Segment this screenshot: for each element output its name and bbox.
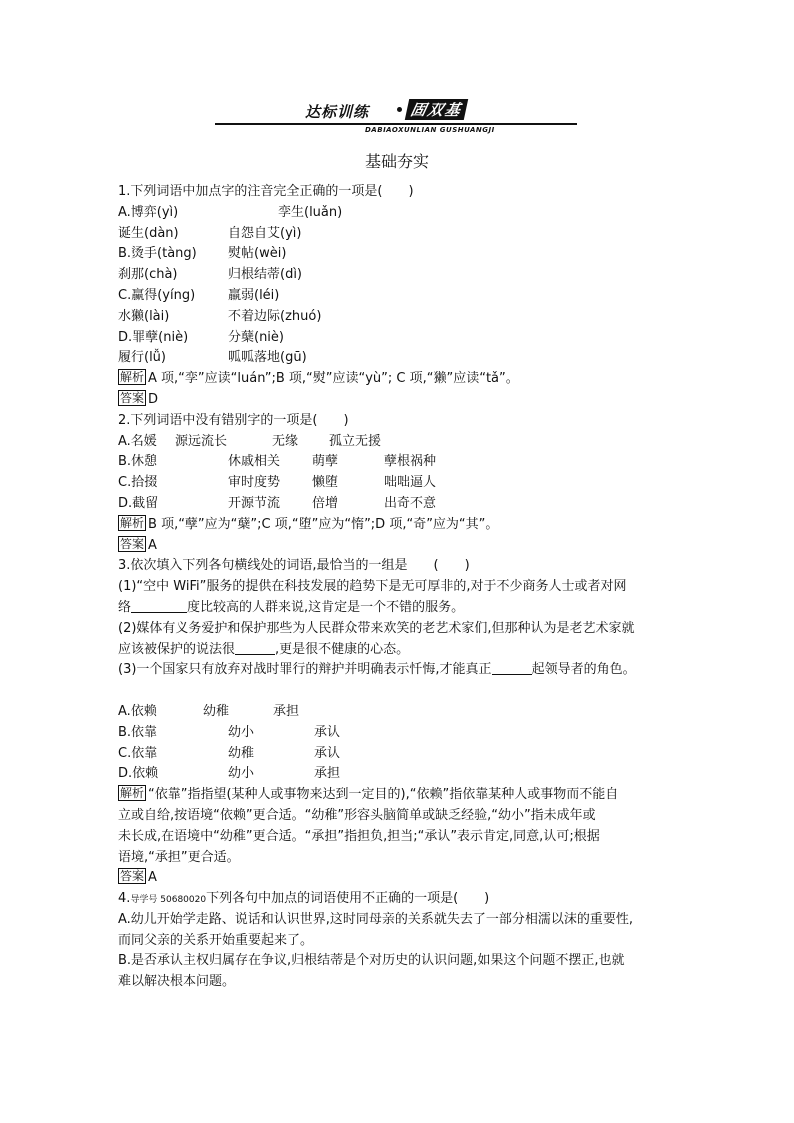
q1-cell: 自怨自艾(yì) <box>228 225 302 241</box>
q3-answer-text: A <box>148 870 157 886</box>
q2-cell: 萌孽 <box>312 454 339 470</box>
q1-cell: 熨帖(wèi) <box>228 246 287 262</box>
q1-option-row <box>118 265 678 286</box>
q1-option-row <box>118 307 678 328</box>
q2-option-row <box>118 473 678 494</box>
q2-cell: 无缘 <box>272 433 299 449</box>
q1-cell: 分蘖(niè) <box>228 329 284 345</box>
q3-analysis-cont: 立或自给,按语境“依赖”更合适。“幼稚”形容头脑简单或缺乏经验,“幼小”指未成年或 <box>118 807 596 823</box>
q3-text: 起领导者的角色。 <box>531 662 636 678</box>
q3-text: 络 <box>118 599 132 615</box>
section-banner <box>215 101 577 137</box>
analysis-tag: 解析 <box>120 515 145 530</box>
q2-cell: 审时度势 <box>228 475 281 491</box>
q2-cell: C.拾掇 <box>118 475 158 491</box>
q2-cell: D.截留 <box>118 495 159 511</box>
q1-cell: A.博弈(yì) <box>118 204 179 220</box>
q3-sentence-3 <box>118 660 678 681</box>
q3-sentence-1-cont <box>118 598 678 619</box>
q3-text: (3)一个国家只有放弃对战时罪行的辩护并明确表示忏悔,才能真正 <box>118 662 492 678</box>
q1-stem: 1.下列词语中加点字的注音完全正确的一项是( ) <box>118 184 414 199</box>
banner-badge: 固双基 <box>405 99 468 120</box>
q2-cell: 懒堕 <box>312 475 339 491</box>
q3-text: 度比较高的人群来说,这肯定是一个不错的服务。 <box>187 599 465 615</box>
q3-analysis <box>118 785 678 806</box>
q3-cell: 幼稚 <box>203 703 230 719</box>
q3-blank-3[interactable] <box>492 660 532 675</box>
q3-cell: 承担 <box>273 703 300 719</box>
q1-cell: D.罪孽(niè) <box>118 329 189 345</box>
q1-cell: 不着边际(zhuó) <box>228 308 322 324</box>
q4-stem-text: 下列各句中加点的词语使用不正确的一项是( ) <box>206 891 490 907</box>
q2-option-row <box>118 494 678 515</box>
q3-cell: C.依靠 <box>118 745 158 761</box>
q1-cell: C.赢得(yíng) <box>118 287 196 303</box>
q1-option-row <box>118 244 678 265</box>
q2-analysis-text: B 项,“孽”应为“蘖”;C 项,“堕”应为“惰”;D 项,“奇”应为“其”。 <box>148 516 499 532</box>
q4-option-b-cont: 难以解决根本问题。 <box>118 974 236 990</box>
section-title: 基础夯实 <box>364 152 429 171</box>
q1-cell: B.烫手(tàng) <box>118 246 197 262</box>
q1-option-row <box>118 224 678 245</box>
q3-sentence-2: (2)媒体有义务爱护和保护那些为人民群众带来欢笑的老艺术家们,但那种认为是老艺术家就 <box>118 620 635 636</box>
q3-option-row <box>118 744 678 765</box>
q3-option-row <box>118 764 678 785</box>
analysis-tag: 解析 <box>120 370 145 385</box>
banner-subtitle: DABIAOXUNLIAN GUSHUANGJI <box>365 126 495 134</box>
q3-analysis-text: “依靠”指指望(某种人或事物来达到一定目的),“依赖”指依靠某种人或事物而不能自 <box>148 787 619 803</box>
q3-cell: 承担 <box>314 766 341 782</box>
q3-cell: 承认 <box>314 745 341 761</box>
q3-spacer <box>118 681 678 702</box>
q3-option-row <box>118 723 678 744</box>
q3-analysis-cont: 未长成,在语境中“幼稚”更合适。“承担”指担负,担当;“承认”表示肯定,同意,认可;根据 <box>118 828 600 844</box>
q1-option-row <box>118 286 678 307</box>
q4-code: 导学号 50680020 <box>130 895 207 906</box>
q3-cell: 幼稚 <box>228 745 255 761</box>
q4-number: 4. <box>118 891 131 907</box>
q1-option-row <box>118 203 678 224</box>
q3-blank-2[interactable] <box>235 640 275 655</box>
q3-cell: D.依赖 <box>118 766 159 782</box>
q2-option-row <box>118 432 678 453</box>
q4-option-a: A.幼儿开始学走路、说话和认识世界,这时同母亲的关系就失去了一部分相濡以沫的重要性, <box>118 911 634 927</box>
q3-sentence-1: (1)“空中 WiFi”服务的提供在科技发展的趋势下是无可厚非的,对于不少商务人士或者对网 <box>118 579 627 595</box>
q3-blank-1[interactable] <box>131 598 187 613</box>
q1-cell: 水獭(lài) <box>118 308 170 324</box>
q2-cell: 倍增 <box>312 495 339 511</box>
q1-option-row <box>118 348 678 369</box>
q2-answer-text: A <box>148 537 157 553</box>
banner-title: 达标训练 <box>305 103 370 121</box>
q4-option-a-cont: 而同父亲的关系开始重要起来了。 <box>118 932 314 948</box>
q3-answer <box>118 868 678 889</box>
q2-stem: 2.下列词语中没有错别字的一项是( ) <box>118 412 349 428</box>
answer-tag: 答案 <box>120 390 145 405</box>
q1-cell: 羸弱(léi) <box>228 287 280 303</box>
analysis-tag: 解析 <box>120 786 145 801</box>
q2-answer <box>118 536 678 557</box>
q2-cell: 孤立无援 <box>329 433 382 449</box>
q1-analysis-text: A 项,“孪”应读“luán”;B 项,“熨”应读“yù”; C 项,“獭”应读“tǎ”。 <box>148 371 519 387</box>
answer-tag: 答案 <box>120 869 145 884</box>
q3-text: 应该被保护的说法很 <box>118 641 236 657</box>
exercise-content <box>118 182 678 993</box>
q1-answer <box>118 390 678 411</box>
q4-stem <box>118 889 678 910</box>
q3-option-row <box>118 702 678 723</box>
q2-cell: A.名媛 <box>118 433 157 449</box>
q3-cell: A.依赖 <box>118 703 157 719</box>
q4-option-b: B.是否承认主权归属存在争议,归根结蒂是个对历史的认识问题,如果这个问题不摆正,也就 <box>118 953 625 969</box>
q1-option-row <box>118 328 678 349</box>
q3-cell: 承认 <box>314 724 341 740</box>
q1-answer-text: D <box>148 391 159 407</box>
q2-cell: 孽根祸种 <box>384 454 437 470</box>
q3-cell: 幼小 <box>228 724 255 740</box>
q1-cell: 孪生(luǎn) <box>278 204 343 220</box>
q1-cell: 刹那(chà) <box>118 267 178 283</box>
q2-option-row <box>118 452 678 473</box>
q1-analysis <box>118 369 678 390</box>
banner-dot <box>397 107 402 112</box>
q2-cell: 休戚相关 <box>228 454 281 470</box>
q1-cell: 履行(lǚ) <box>118 350 166 366</box>
q3-stem: 3.依次填入下列各句横线处的词语,最恰当的一组是 ( ) <box>118 558 470 574</box>
answer-tag: 答案 <box>120 536 145 551</box>
q2-cell: B.休憩 <box>118 454 158 470</box>
q3-analysis-cont: 语境,“承担”更合适。 <box>118 849 240 865</box>
q1-cell: 呱呱落地(gū) <box>228 350 307 366</box>
q2-cell: 源远流长 <box>175 433 228 449</box>
q1-cell: 诞生(dàn) <box>118 225 179 241</box>
q1-cell: 归根结蒂(dì) <box>228 267 303 283</box>
q3-text: ,更是很不健康的心态。 <box>275 641 410 657</box>
q2-analysis <box>118 515 678 536</box>
q3-cell: 幼小 <box>228 766 255 782</box>
q2-cell: 咄咄逼人 <box>384 475 437 491</box>
q2-cell: 出奇不意 <box>384 495 437 511</box>
q2-cell: 开源节流 <box>228 495 281 511</box>
q3-sentence-2-cont <box>118 640 678 661</box>
banner-rule <box>215 123 577 125</box>
q3-cell: B.依靠 <box>118 724 158 740</box>
